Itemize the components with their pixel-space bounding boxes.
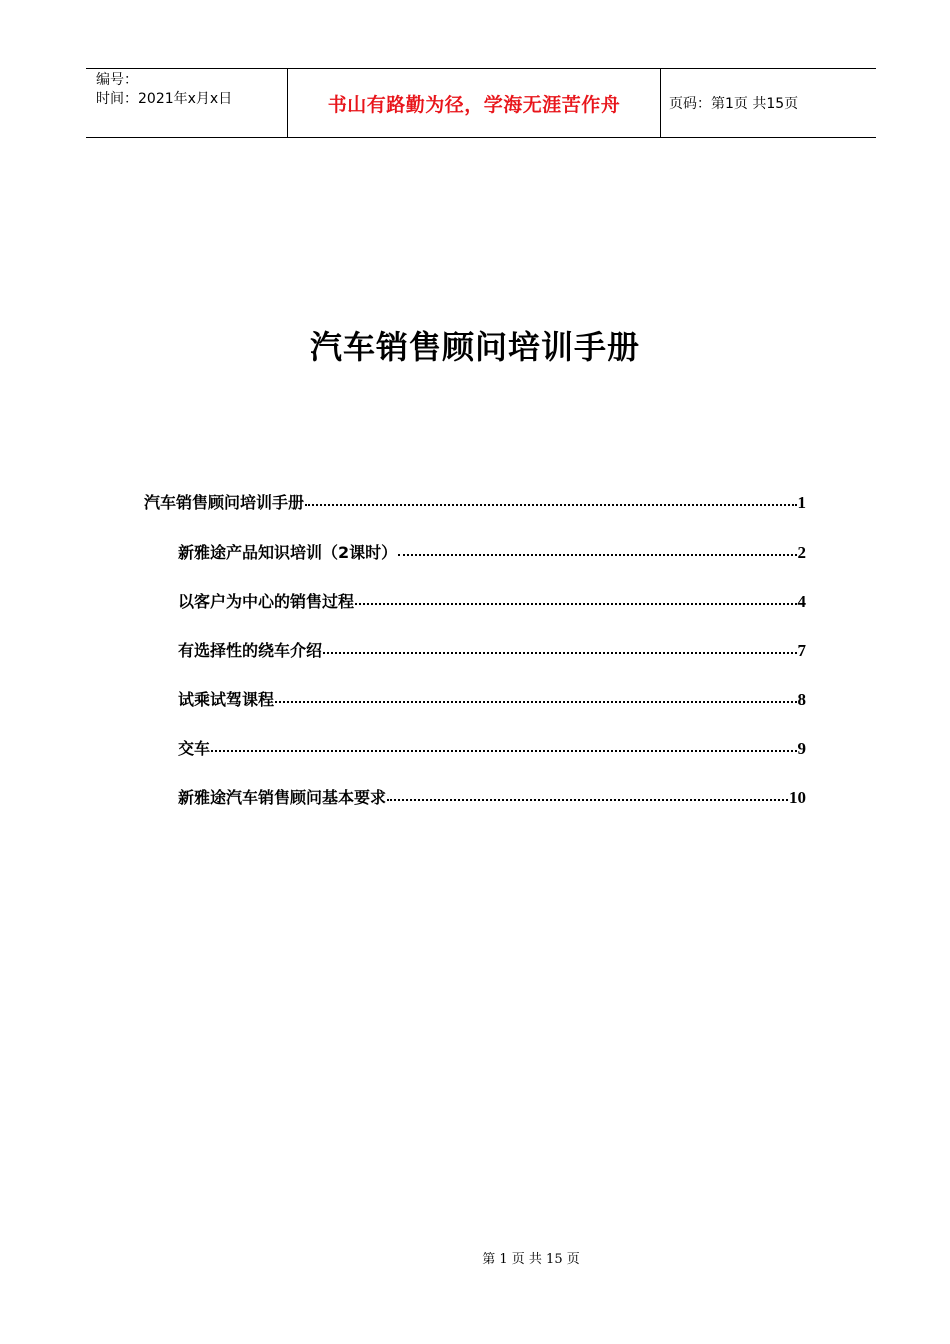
toc-entry-page: 7	[797, 641, 806, 660]
toc-dot-leader	[275, 685, 796, 703]
toc-entry-page: 4	[797, 592, 806, 611]
toc-entry[interactable]	[178, 589, 806, 612]
toc-entry[interactable]	[178, 687, 806, 710]
toc-entry[interactable]	[178, 540, 806, 563]
toc-dot-leader	[305, 488, 796, 506]
document-title: 汽车销售顾问培训手册	[309, 328, 640, 366]
toc-entry-label: 新雅途汽车销售顾问基本要求	[178, 788, 387, 807]
document-date: 时间：2021年x月x日	[96, 91, 233, 107]
toc-dot-leader	[398, 538, 796, 556]
toc-entry-page: 9	[797, 739, 806, 758]
header-left-cell	[86, 69, 288, 137]
toc-dot-leader	[387, 783, 788, 801]
page-header	[86, 68, 876, 138]
toc-entry-label: 以客户为中心的销售过程	[178, 592, 355, 611]
header-page-cell	[661, 69, 876, 137]
toc-entry[interactable]	[178, 785, 806, 808]
toc-entry-label: 交车	[178, 739, 211, 758]
toc-entry-label: 新雅途产品知识培训（2课时）	[178, 543, 398, 562]
toc-entry[interactable]	[144, 490, 806, 513]
page-footer: 第 1 页 共 15 页	[482, 1252, 580, 1267]
toc-entry-label: 汽车销售顾问培训手册	[144, 493, 305, 512]
toc-entry[interactable]	[178, 736, 806, 759]
toc-entry-page: 1	[797, 493, 806, 512]
toc-dot-leader	[323, 636, 796, 654]
toc-entry-label: 试乘试驾课程	[178, 690, 275, 709]
toc-entry-page: 2	[797, 543, 806, 562]
header-motto: 书山有路勤为径，学海无涯苦作舟	[327, 93, 621, 116]
toc-entry-label: 有选择性的绕车介绍	[178, 641, 323, 660]
document-number-label: 编号：	[96, 72, 138, 88]
toc-entry-page: 10	[789, 788, 806, 807]
toc-dot-leader	[211, 734, 796, 752]
toc-entry[interactable]	[178, 638, 806, 661]
toc-dot-leader	[355, 587, 796, 605]
header-page-info: 页码：第1页 共15页	[669, 96, 799, 112]
toc-entry-page: 8	[797, 690, 806, 709]
header-motto-cell	[288, 69, 661, 137]
